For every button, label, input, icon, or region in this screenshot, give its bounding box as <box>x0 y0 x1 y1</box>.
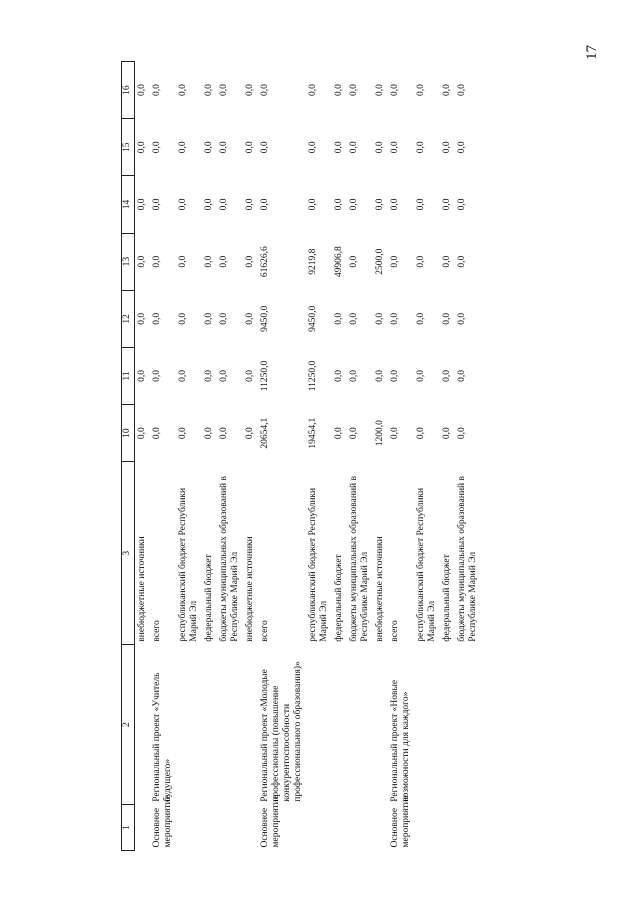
amount-cell: 0,0 <box>137 427 147 440</box>
amount-cell: 0,0 <box>260 141 270 154</box>
project-name-cell <box>243 645 258 805</box>
amount-cell: 0,0 <box>334 370 344 382</box>
amount-cell: 0,0 <box>457 141 467 154</box>
funding-source-cell: бюджеты муниципальных образований в Республике Марий Эл <box>219 476 240 642</box>
table-row <box>440 62 455 851</box>
project-name-cell <box>202 645 217 805</box>
amount-cell: 0,0 <box>334 141 344 154</box>
amount-cell: 0,0 <box>204 427 214 440</box>
activity-type-cell <box>202 805 217 851</box>
amount-cell: 0,0 <box>245 312 255 325</box>
table-row <box>243 62 258 851</box>
amount-cell: 0,0 <box>390 427 400 440</box>
amount-cell: 0,0 <box>204 312 214 325</box>
funding-source-cell: внебюджетные источники <box>245 536 255 642</box>
table-row <box>258 62 306 851</box>
amount-cell: 0,0 <box>152 141 162 154</box>
table-row <box>202 62 217 851</box>
amount-cell: 0,0 <box>442 198 452 211</box>
amount-cell: 0,0 <box>204 255 214 268</box>
amount-cell: 11250,0 <box>308 360 318 392</box>
activity-type-cell <box>306 805 332 851</box>
amount-cell: 0,0 <box>349 141 359 154</box>
amount-cell: 0,0 <box>219 84 229 97</box>
activity-type-cell <box>217 805 243 851</box>
amount-cell: 0,0 <box>390 312 400 325</box>
amount-cell: 0,0 <box>204 370 214 382</box>
amount-cell: 0,0 <box>260 84 270 97</box>
project-name-cell <box>306 645 332 805</box>
amount-cell: 0,0 <box>390 84 400 97</box>
project-name-cell <box>414 645 440 805</box>
amount-cell: 9450,0 <box>308 305 318 332</box>
activity-type-cell <box>455 805 481 851</box>
amount-cell: 0,0 <box>349 198 359 211</box>
amount-cell: 0,0 <box>457 427 467 440</box>
amount-cell: 0,0 <box>219 141 229 154</box>
table-row <box>217 62 243 851</box>
amount-cell: 0,0 <box>390 141 400 154</box>
column-header: 3 <box>122 462 135 645</box>
amount-cell: 0,0 <box>178 427 188 440</box>
funding-table-rotated <box>121 61 478 851</box>
column-header: 15 <box>122 119 135 176</box>
amount-cell: 0,0 <box>178 370 188 382</box>
amount-cell: 0,0 <box>416 427 426 440</box>
activity-type-cell: Основное мероприятие <box>260 795 281 848</box>
funding-source-cell: федеральный бюджет <box>442 554 452 642</box>
project-name-cell <box>373 645 388 805</box>
activity-type-cell <box>440 805 455 851</box>
amount-cell: 0,0 <box>152 427 162 440</box>
amount-cell: 0,0 <box>245 370 255 382</box>
amount-cell: 0,0 <box>204 84 214 97</box>
project-name-cell: Региональный проект «Учитель будущего» <box>152 672 173 802</box>
amount-cell: 0,0 <box>137 370 147 382</box>
amount-cell: 0,0 <box>375 141 385 154</box>
amount-cell: 0,0 <box>375 312 385 325</box>
amount-cell: 0,0 <box>152 312 162 325</box>
amount-cell: 0,0 <box>442 312 452 325</box>
amount-cell: 0,0 <box>245 141 255 154</box>
funding-source-cell: республиканский бюджет Республики Марий Эл <box>416 487 437 642</box>
amount-cell: 0,0 <box>349 255 359 268</box>
amount-cell: 0,0 <box>245 84 255 97</box>
amount-cell: 0,0 <box>442 84 452 97</box>
activity-type-cell <box>414 805 440 851</box>
amount-cell: 0,0 <box>152 255 162 268</box>
table-row <box>332 62 347 851</box>
amount-cell: 0,0 <box>416 84 426 97</box>
amount-cell: 0,0 <box>152 84 162 97</box>
amount-cell: 1200,0 <box>375 420 385 447</box>
column-header: 1 <box>122 805 135 851</box>
amount-cell: 9219,8 <box>308 248 318 275</box>
project-name-cell <box>176 645 202 805</box>
table-row <box>347 62 373 851</box>
column-header: 11 <box>122 347 135 404</box>
table-row <box>150 62 176 851</box>
amount-cell: 0,0 <box>416 198 426 211</box>
amount-cell: 0,0 <box>178 255 188 268</box>
amount-cell: 11250,0 <box>260 360 270 392</box>
amount-cell: 0,0 <box>390 370 400 382</box>
project-name-cell: Региональный проект «Молодые профессионалы (повышение конкурентоспособности профессионального образования)» <box>260 661 303 802</box>
funding-source-cell: всего <box>152 620 162 642</box>
amount-cell: 20654,1 <box>260 417 270 449</box>
table-row <box>455 62 481 851</box>
column-header: 16 <box>122 62 135 119</box>
amount-cell: 0,0 <box>349 84 359 97</box>
amount-cell: 0,0 <box>204 141 214 154</box>
amount-cell: 0,0 <box>442 370 452 382</box>
amount-cell: 0,0 <box>349 370 359 382</box>
amount-cell: 0,0 <box>178 198 188 211</box>
amount-cell: 0,0 <box>204 198 214 211</box>
activity-type-cell <box>332 805 347 851</box>
amount-cell: 0,0 <box>152 198 162 211</box>
amount-cell: 0,0 <box>442 141 452 154</box>
amount-cell: 0,0 <box>308 84 318 97</box>
amount-cell: 0,0 <box>152 370 162 382</box>
column-header: 14 <box>122 176 135 233</box>
amount-cell: 0,0 <box>416 141 426 154</box>
amount-cell: 0,0 <box>245 255 255 268</box>
column-header: 10 <box>122 405 135 462</box>
project-name-cell <box>135 645 151 805</box>
amount-cell: 0,0 <box>334 198 344 211</box>
amount-cell: 0,0 <box>219 370 229 382</box>
table-row <box>414 62 440 851</box>
table-row <box>373 62 388 851</box>
amount-cell: 0,0 <box>416 255 426 268</box>
amount-cell: 0,0 <box>390 255 400 268</box>
table-row <box>176 62 202 851</box>
amount-cell: 49906,8 <box>334 246 344 278</box>
funding-source-cell: внебюджетные источники <box>137 536 147 642</box>
amount-cell: 0,0 <box>245 198 255 211</box>
amount-cell: 0,0 <box>137 141 147 154</box>
page-number: 17 <box>584 45 600 60</box>
project-name-cell <box>332 645 347 805</box>
activity-type-cell: Основное мероприятие <box>390 795 411 848</box>
amount-cell: 0,0 <box>178 141 188 154</box>
amount-cell: 0,0 <box>245 427 255 440</box>
amount-cell: 0,0 <box>349 312 359 325</box>
amount-cell: 0,0 <box>375 370 385 382</box>
project-name-cell: Региональный проект «Новые возможности для каждого» <box>390 679 411 802</box>
amount-cell: 0,0 <box>308 141 318 154</box>
amount-cell: 0,0 <box>457 312 467 325</box>
activity-type-cell <box>135 805 151 851</box>
funding-source-cell: бюджеты муниципальных образований в Республике Марий Эл <box>457 476 478 642</box>
amount-cell: 0,0 <box>219 255 229 268</box>
activity-type-cell <box>347 805 373 851</box>
amount-cell: 0,0 <box>178 312 188 325</box>
amount-cell: 0,0 <box>416 312 426 325</box>
amount-cell: 0,0 <box>334 427 344 440</box>
amount-cell: 0,0 <box>219 312 229 325</box>
funding-source-cell: внебюджетные источники <box>375 536 385 642</box>
funding-source-cell: всего <box>260 620 270 642</box>
amount-cell: 0,0 <box>457 198 467 211</box>
funding-source-cell: федеральный бюджет <box>334 554 344 642</box>
project-name-cell <box>440 645 455 805</box>
amount-cell: 0,0 <box>178 84 188 97</box>
amount-cell: 0,0 <box>349 427 359 440</box>
activity-type-cell <box>176 805 202 851</box>
project-name-cell <box>455 645 481 805</box>
activity-type-cell: Основное мероприятие <box>152 795 173 848</box>
amount-cell: 0,0 <box>334 84 344 97</box>
amount-cell: 61626,6 <box>260 246 270 278</box>
amount-cell: 0,0 <box>260 198 270 211</box>
column-header: 12 <box>122 290 135 347</box>
funding-source-cell: республиканский бюджет Республики Марий Эл <box>178 487 199 642</box>
amount-cell: 0,0 <box>375 84 385 97</box>
amount-cell: 0,0 <box>375 198 385 211</box>
amount-cell: 0,0 <box>442 255 452 268</box>
amount-cell: 0,0 <box>137 312 147 325</box>
table-row <box>135 62 151 851</box>
amount-cell: 19454,1 <box>308 417 318 449</box>
amount-cell: 0,0 <box>390 198 400 211</box>
amount-cell: 0,0 <box>416 370 426 382</box>
table-row <box>306 62 332 851</box>
amount-cell: 0,0 <box>137 198 147 211</box>
column-header: 13 <box>122 233 135 290</box>
amount-cell: 0,0 <box>219 198 229 211</box>
amount-cell: 0,0 <box>457 84 467 97</box>
amount-cell: 0,0 <box>219 427 229 440</box>
funding-source-cell: республиканский бюджет Республики Марий Эл <box>308 487 329 642</box>
activity-type-cell <box>373 805 388 851</box>
funding-source-cell: бюджеты муниципальных образований в Республике Марий Эл <box>349 476 370 642</box>
activity-type-cell <box>243 805 258 851</box>
project-name-cell <box>217 645 243 805</box>
amount-cell: 0,0 <box>137 84 147 97</box>
amount-cell: 0,0 <box>334 312 344 325</box>
amount-cell: 9450,0 <box>260 305 270 332</box>
amount-cell: 0,0 <box>308 198 318 211</box>
column-header: 2 <box>122 645 135 805</box>
table-header-row <box>122 62 135 851</box>
amount-cell: 0,0 <box>442 427 452 440</box>
funding-source-cell: всего <box>390 620 400 642</box>
amount-cell: 2500,0 <box>375 248 385 275</box>
table-row <box>388 62 414 851</box>
funding-source-cell: федеральный бюджет <box>204 554 214 642</box>
project-name-cell <box>347 645 373 805</box>
amount-cell: 0,0 <box>137 255 147 268</box>
amount-cell: 0,0 <box>457 370 467 382</box>
amount-cell: 0,0 <box>457 255 467 268</box>
funding-table <box>121 61 481 851</box>
